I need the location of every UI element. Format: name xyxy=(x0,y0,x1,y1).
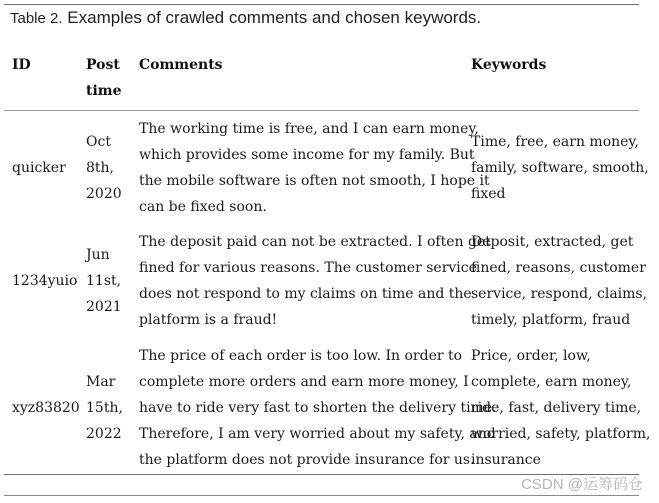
row-time-line: Mar xyxy=(86,374,116,390)
keyword-line: fined, reasons, customer xyxy=(471,260,646,276)
keyword-line: fixed xyxy=(471,186,506,202)
keyword-line: insurance xyxy=(471,452,541,468)
row-comment xyxy=(139,116,490,220)
header-post-time xyxy=(86,52,134,104)
row-time-line: 8th, xyxy=(86,160,114,176)
comment-line: The price of each order is too low. In order to xyxy=(139,348,463,364)
keyword-line: ride, fast, delivery time, xyxy=(471,400,642,416)
row-comment xyxy=(139,229,491,333)
row-id: quicker xyxy=(12,160,66,176)
row-time-line: 11st, xyxy=(86,273,122,289)
row-time-line: 2020 xyxy=(86,186,122,202)
row-time-line: 2022 xyxy=(86,426,122,442)
comment-line: Therefore, I am very worried about my safety, and xyxy=(139,426,496,442)
keyword-line: complete, earn money, xyxy=(471,374,632,390)
comment-line: platform is a fraud! xyxy=(139,312,278,328)
row-keywords xyxy=(471,229,648,333)
row-id: xyz83820 xyxy=(12,400,80,416)
keyword-line: timely, platform, fraud xyxy=(471,312,631,328)
header-keywords: Keywords xyxy=(471,57,547,73)
table-caption xyxy=(10,7,481,30)
comment-line: The working time is free, and I can earn money, xyxy=(139,121,479,137)
row-time-line: Oct xyxy=(86,134,111,150)
table-top-rule xyxy=(4,4,639,5)
keyword-line: worried, safety, platform, xyxy=(471,426,651,442)
comment-line: the platform does not provide insurance for us. xyxy=(139,452,475,468)
header-post-time-line1: Post xyxy=(86,57,120,73)
row-id: 1234yuio xyxy=(12,273,78,289)
keyword-line: Price, order, low, xyxy=(471,348,591,364)
row-time-line: 2021 xyxy=(86,299,122,315)
header-id: ID xyxy=(12,57,31,73)
comment-line: The deposit paid can not be extracted. I often get xyxy=(139,234,491,250)
header-rule xyxy=(4,110,639,111)
caption-label: Table 2. xyxy=(10,10,63,27)
row-keywords xyxy=(471,129,649,207)
row-keywords xyxy=(471,343,651,473)
header-comments: Comments xyxy=(139,57,223,73)
row-time-line: Jun xyxy=(86,247,110,263)
comment-line: does not respond to my claims on time and the xyxy=(139,286,472,302)
comment-line: have to ride very fast to shorten the delivery time. xyxy=(139,400,497,416)
keyword-line: family, software, smooth, xyxy=(471,160,649,176)
keyword-line: Time, free, earn money, xyxy=(471,134,639,150)
header-post-time-line2: time xyxy=(86,83,122,99)
comment-line: fined for various reasons. The customer service xyxy=(139,260,477,276)
keyword-line: Deposit, extracted, get xyxy=(471,234,634,250)
row-post-time xyxy=(86,242,134,320)
row-post-time xyxy=(86,129,134,207)
caption-text: Examples of crawled comments and chosen keywords. xyxy=(67,8,482,27)
row-post-time xyxy=(86,369,134,447)
keyword-line: service, respond, claims, xyxy=(471,286,648,302)
comment-line: which provides some income for my family. But xyxy=(139,147,475,163)
comment-line: the mobile software is often not smooth, I hope it xyxy=(139,173,490,189)
comment-line: can be fixed soon. xyxy=(139,199,267,215)
comment-line: complete more orders and earn more money, I xyxy=(139,374,469,390)
row-time-line: 15th, xyxy=(86,400,123,416)
row-comment xyxy=(139,343,497,473)
watermark: CSDN @运筹码仓 xyxy=(521,476,643,493)
